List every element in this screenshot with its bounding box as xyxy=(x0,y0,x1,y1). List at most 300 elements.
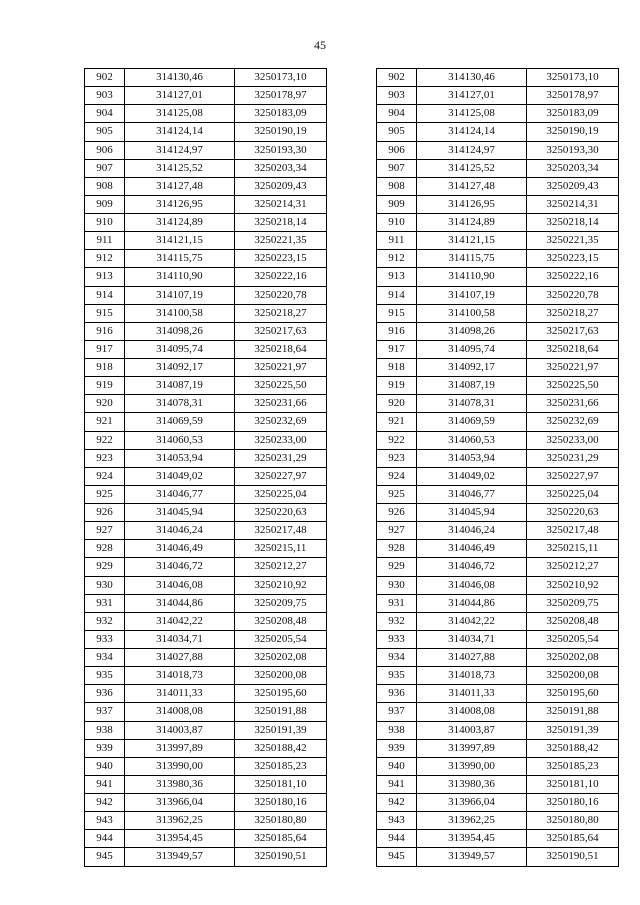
point-number-cell: 939 xyxy=(85,739,125,757)
x-coordinate-cell: 314110,90 xyxy=(417,268,527,286)
x-coordinate-cell: 314046,49 xyxy=(417,540,527,558)
point-number-cell: 917 xyxy=(377,340,417,358)
point-number-cell: 932 xyxy=(85,612,125,630)
table-row xyxy=(377,286,619,304)
x-coordinate-cell: 314003,87 xyxy=(417,721,527,739)
x-coordinate-cell: 314124,14 xyxy=(417,123,527,141)
x-coordinate-cell: 314044,86 xyxy=(125,594,235,612)
x-coordinate-cell: 314046,77 xyxy=(417,485,527,503)
y-coordinate-cell: 3250217,63 xyxy=(235,322,327,340)
y-coordinate-cell: 3250190,51 xyxy=(527,848,619,866)
table-row xyxy=(85,105,327,123)
y-coordinate-cell: 3250183,09 xyxy=(527,105,619,123)
table-row xyxy=(85,159,327,177)
table-row xyxy=(85,268,327,286)
point-number-cell: 941 xyxy=(85,775,125,793)
y-coordinate-cell: 3250190,19 xyxy=(527,123,619,141)
y-coordinate-cell: 3250220,78 xyxy=(527,286,619,304)
x-coordinate-cell: 314045,94 xyxy=(125,504,235,522)
y-coordinate-cell: 3250221,97 xyxy=(235,359,327,377)
x-coordinate-cell: 314008,08 xyxy=(417,703,527,721)
point-number-cell: 928 xyxy=(85,540,125,558)
point-number-cell: 905 xyxy=(377,123,417,141)
y-coordinate-cell: 3250217,63 xyxy=(527,322,619,340)
x-coordinate-cell: 314124,97 xyxy=(125,141,235,159)
table-row xyxy=(85,449,327,467)
point-number-cell: 925 xyxy=(85,485,125,503)
y-coordinate-cell: 3250225,50 xyxy=(527,377,619,395)
table-row xyxy=(377,395,619,413)
x-coordinate-cell: 314046,77 xyxy=(125,485,235,503)
table-row xyxy=(377,159,619,177)
y-coordinate-cell: 3250210,92 xyxy=(527,576,619,594)
x-coordinate-cell: 314078,31 xyxy=(417,395,527,413)
point-number-cell: 936 xyxy=(85,685,125,703)
point-number-cell: 936 xyxy=(377,685,417,703)
point-number-cell: 929 xyxy=(85,558,125,576)
x-coordinate-cell: 313949,57 xyxy=(417,848,527,866)
table-row xyxy=(377,812,619,830)
x-coordinate-cell: 314124,89 xyxy=(125,214,235,232)
table-row xyxy=(85,630,327,648)
y-coordinate-cell: 3250225,50 xyxy=(235,377,327,395)
x-coordinate-cell: 314107,19 xyxy=(417,286,527,304)
x-coordinate-cell: 314034,71 xyxy=(417,630,527,648)
table-row xyxy=(85,431,327,449)
x-coordinate-cell: 314060,53 xyxy=(417,431,527,449)
x-coordinate-cell: 314100,58 xyxy=(417,304,527,322)
table-row xyxy=(85,250,327,268)
x-coordinate-cell: 314130,46 xyxy=(125,69,235,87)
point-number-cell: 934 xyxy=(377,649,417,667)
table-row xyxy=(377,522,619,540)
point-number-cell: 940 xyxy=(377,757,417,775)
x-coordinate-cell: 313980,36 xyxy=(417,775,527,793)
point-number-cell: 911 xyxy=(377,232,417,250)
y-coordinate-cell: 3250188,42 xyxy=(527,739,619,757)
x-coordinate-cell: 314044,86 xyxy=(417,594,527,612)
point-number-cell: 906 xyxy=(85,141,125,159)
y-coordinate-cell: 3250232,69 xyxy=(235,413,327,431)
x-coordinate-cell: 313962,25 xyxy=(125,812,235,830)
y-coordinate-cell: 3250217,48 xyxy=(527,522,619,540)
y-coordinate-cell: 3250225,04 xyxy=(235,485,327,503)
point-number-cell: 907 xyxy=(85,159,125,177)
y-coordinate-cell: 3250202,08 xyxy=(527,649,619,667)
x-coordinate-cell: 314069,59 xyxy=(417,413,527,431)
x-coordinate-cell: 314046,72 xyxy=(417,558,527,576)
point-number-cell: 905 xyxy=(85,123,125,141)
y-coordinate-cell: 3250220,63 xyxy=(235,504,327,522)
point-number-cell: 939 xyxy=(377,739,417,757)
y-coordinate-cell: 3250180,80 xyxy=(527,812,619,830)
x-coordinate-cell: 314121,15 xyxy=(125,232,235,250)
point-number-cell: 910 xyxy=(377,214,417,232)
table-row xyxy=(377,485,619,503)
y-coordinate-cell: 3250232,69 xyxy=(527,413,619,431)
table-row xyxy=(377,431,619,449)
y-coordinate-cell: 3250191,39 xyxy=(527,721,619,739)
x-coordinate-cell: 314121,15 xyxy=(417,232,527,250)
point-number-cell: 945 xyxy=(377,848,417,866)
table-row xyxy=(377,141,619,159)
x-coordinate-cell: 314095,74 xyxy=(125,340,235,358)
table-row xyxy=(377,775,619,793)
point-number-cell: 912 xyxy=(85,250,125,268)
table-row xyxy=(377,87,619,105)
point-number-cell: 918 xyxy=(377,359,417,377)
table-row xyxy=(377,739,619,757)
point-number-cell: 917 xyxy=(85,340,125,358)
x-coordinate-cell: 314127,48 xyxy=(417,177,527,195)
y-coordinate-cell: 3250218,64 xyxy=(235,340,327,358)
y-coordinate-cell: 3250185,64 xyxy=(235,830,327,848)
point-number-cell: 914 xyxy=(85,286,125,304)
point-number-cell: 902 xyxy=(85,69,125,87)
point-number-cell: 923 xyxy=(85,449,125,467)
table-row xyxy=(377,540,619,558)
point-number-cell: 923 xyxy=(377,449,417,467)
y-coordinate-cell: 3250205,54 xyxy=(527,630,619,648)
y-coordinate-cell: 3250173,10 xyxy=(235,69,327,87)
x-coordinate-cell: 314053,94 xyxy=(125,449,235,467)
page-number: 45 xyxy=(314,38,326,52)
y-coordinate-cell: 3250185,23 xyxy=(527,757,619,775)
point-number-cell: 926 xyxy=(377,504,417,522)
y-coordinate-cell: 3250185,23 xyxy=(235,757,327,775)
point-number-cell: 920 xyxy=(377,395,417,413)
y-coordinate-cell: 3250220,63 xyxy=(527,504,619,522)
point-number-cell: 916 xyxy=(377,322,417,340)
point-number-cell: 928 xyxy=(377,540,417,558)
table-row xyxy=(377,123,619,141)
x-coordinate-cell: 314110,90 xyxy=(125,268,235,286)
point-number-cell: 906 xyxy=(377,141,417,159)
x-coordinate-cell: 314042,22 xyxy=(417,612,527,630)
x-coordinate-cell: 314125,08 xyxy=(417,105,527,123)
y-coordinate-cell: 3250218,14 xyxy=(235,214,327,232)
table-row xyxy=(377,449,619,467)
table-row xyxy=(85,485,327,503)
x-coordinate-cell: 314107,19 xyxy=(125,286,235,304)
table-row xyxy=(85,558,327,576)
coordinates-table-right xyxy=(376,68,619,867)
table-row xyxy=(85,522,327,540)
x-coordinate-cell: 314008,08 xyxy=(125,703,235,721)
point-number-cell: 924 xyxy=(85,467,125,485)
y-coordinate-cell: 3250212,27 xyxy=(235,558,327,576)
y-coordinate-cell: 3250173,10 xyxy=(527,69,619,87)
point-number-cell: 929 xyxy=(377,558,417,576)
table-row xyxy=(377,232,619,250)
point-number-cell: 940 xyxy=(85,757,125,775)
x-coordinate-cell: 313997,89 xyxy=(417,739,527,757)
table-row xyxy=(377,467,619,485)
y-coordinate-cell: 3250209,75 xyxy=(235,594,327,612)
point-number-cell: 911 xyxy=(85,232,125,250)
x-coordinate-cell: 314125,08 xyxy=(125,105,235,123)
y-coordinate-cell: 3250222,16 xyxy=(527,268,619,286)
x-coordinate-cell: 314018,73 xyxy=(417,667,527,685)
table-row xyxy=(377,630,619,648)
y-coordinate-cell: 3250221,35 xyxy=(527,232,619,250)
y-coordinate-cell: 3250191,88 xyxy=(235,703,327,721)
y-coordinate-cell: 3250221,97 xyxy=(527,359,619,377)
x-coordinate-cell: 314069,59 xyxy=(125,413,235,431)
table-row xyxy=(377,105,619,123)
table-row xyxy=(377,69,619,87)
table-row xyxy=(377,322,619,340)
point-number-cell: 943 xyxy=(85,812,125,830)
table-row xyxy=(85,304,327,322)
y-coordinate-cell: 3250202,08 xyxy=(235,649,327,667)
x-coordinate-cell: 314042,22 xyxy=(125,612,235,630)
y-coordinate-cell: 3250231,29 xyxy=(527,449,619,467)
table-row xyxy=(85,667,327,685)
x-coordinate-cell: 314125,52 xyxy=(125,159,235,177)
table-row xyxy=(85,340,327,358)
point-number-cell: 918 xyxy=(85,359,125,377)
x-coordinate-cell: 314046,24 xyxy=(417,522,527,540)
x-coordinate-cell: 313980,36 xyxy=(125,775,235,793)
table-row xyxy=(85,812,327,830)
point-number-cell: 931 xyxy=(85,594,125,612)
point-number-cell: 944 xyxy=(85,830,125,848)
x-coordinate-cell: 313990,00 xyxy=(125,757,235,775)
point-number-cell: 902 xyxy=(377,69,417,87)
table-row xyxy=(377,685,619,703)
x-coordinate-cell: 314003,87 xyxy=(125,721,235,739)
table-row xyxy=(377,504,619,522)
y-coordinate-cell: 3250227,97 xyxy=(527,467,619,485)
table-row xyxy=(377,594,619,612)
y-coordinate-cell: 3250203,34 xyxy=(527,159,619,177)
y-coordinate-cell: 3250231,66 xyxy=(527,395,619,413)
y-coordinate-cell: 3250222,16 xyxy=(235,268,327,286)
point-number-cell: 937 xyxy=(85,703,125,721)
y-coordinate-cell: 3250208,48 xyxy=(527,612,619,630)
y-coordinate-cell: 3250188,42 xyxy=(235,739,327,757)
y-coordinate-cell: 3250220,78 xyxy=(235,286,327,304)
point-number-cell: 933 xyxy=(377,630,417,648)
y-coordinate-cell: 3250209,43 xyxy=(527,177,619,195)
y-coordinate-cell: 3250181,10 xyxy=(235,775,327,793)
y-coordinate-cell: 3250218,64 xyxy=(527,340,619,358)
x-coordinate-cell: 314092,17 xyxy=(417,359,527,377)
y-coordinate-cell: 3250231,29 xyxy=(235,449,327,467)
table-row xyxy=(377,195,619,213)
x-coordinate-cell: 313954,45 xyxy=(125,830,235,848)
x-coordinate-cell: 314027,88 xyxy=(417,649,527,667)
y-coordinate-cell: 3250180,80 xyxy=(235,812,327,830)
point-number-cell: 930 xyxy=(377,576,417,594)
point-number-cell: 921 xyxy=(377,413,417,431)
point-number-cell: 927 xyxy=(85,522,125,540)
x-coordinate-cell: 314100,58 xyxy=(125,304,235,322)
table-row xyxy=(377,794,619,812)
x-coordinate-cell: 314126,95 xyxy=(417,195,527,213)
x-coordinate-cell: 314046,72 xyxy=(125,558,235,576)
y-coordinate-cell: 3250205,54 xyxy=(235,630,327,648)
y-coordinate-cell: 3250209,75 xyxy=(527,594,619,612)
point-number-cell: 909 xyxy=(85,195,125,213)
point-number-cell: 915 xyxy=(85,304,125,322)
x-coordinate-cell: 314046,49 xyxy=(125,540,235,558)
point-number-cell: 926 xyxy=(85,504,125,522)
y-coordinate-cell: 3250178,97 xyxy=(527,87,619,105)
table-row xyxy=(85,848,327,866)
table-row xyxy=(85,757,327,775)
table-row xyxy=(377,703,619,721)
table-row xyxy=(85,467,327,485)
point-number-cell: 915 xyxy=(377,304,417,322)
table-row xyxy=(377,667,619,685)
point-number-cell: 916 xyxy=(85,322,125,340)
table-row xyxy=(377,757,619,775)
y-coordinate-cell: 3250178,97 xyxy=(235,87,327,105)
table-row xyxy=(377,649,619,667)
x-coordinate-cell: 314092,17 xyxy=(125,359,235,377)
point-number-cell: 903 xyxy=(377,87,417,105)
x-coordinate-cell: 314034,71 xyxy=(125,630,235,648)
y-coordinate-cell: 3250191,88 xyxy=(527,703,619,721)
y-coordinate-cell: 3250195,60 xyxy=(527,685,619,703)
table-row xyxy=(85,413,327,431)
point-number-cell: 935 xyxy=(85,667,125,685)
point-number-cell: 927 xyxy=(377,522,417,540)
table-row xyxy=(377,576,619,594)
x-coordinate-cell: 314095,74 xyxy=(417,340,527,358)
table-row xyxy=(85,69,327,87)
y-coordinate-cell: 3250180,16 xyxy=(527,794,619,812)
table-row xyxy=(377,250,619,268)
point-number-cell: 903 xyxy=(85,87,125,105)
x-coordinate-cell: 314011,33 xyxy=(417,685,527,703)
x-coordinate-cell: 314011,33 xyxy=(125,685,235,703)
y-coordinate-cell: 3250185,64 xyxy=(527,830,619,848)
point-number-cell: 943 xyxy=(377,812,417,830)
table-row xyxy=(85,576,327,594)
table-row xyxy=(377,377,619,395)
x-coordinate-cell: 314046,08 xyxy=(125,576,235,594)
y-coordinate-cell: 3250227,97 xyxy=(235,467,327,485)
y-coordinate-cell: 3250217,48 xyxy=(235,522,327,540)
x-coordinate-cell: 314127,48 xyxy=(125,177,235,195)
point-number-cell: 919 xyxy=(377,377,417,395)
table-row xyxy=(377,304,619,322)
table-row xyxy=(85,395,327,413)
table-row xyxy=(85,649,327,667)
x-coordinate-cell: 314049,02 xyxy=(417,467,527,485)
x-coordinate-cell: 314125,52 xyxy=(417,159,527,177)
y-coordinate-cell: 3250190,19 xyxy=(235,123,327,141)
table-row xyxy=(85,359,327,377)
x-coordinate-cell: 314046,08 xyxy=(417,576,527,594)
x-coordinate-cell: 314130,46 xyxy=(417,69,527,87)
table-row xyxy=(85,141,327,159)
point-number-cell: 910 xyxy=(85,214,125,232)
table-row xyxy=(377,558,619,576)
y-coordinate-cell: 3250218,27 xyxy=(235,304,327,322)
point-number-cell: 938 xyxy=(377,721,417,739)
y-coordinate-cell: 3250190,51 xyxy=(235,848,327,866)
y-coordinate-cell: 3250210,92 xyxy=(235,576,327,594)
y-coordinate-cell: 3250193,30 xyxy=(527,141,619,159)
table-row xyxy=(85,177,327,195)
table-row xyxy=(377,214,619,232)
point-number-cell: 945 xyxy=(85,848,125,866)
table-row xyxy=(85,214,327,232)
x-coordinate-cell: 313966,04 xyxy=(417,794,527,812)
table-row xyxy=(85,87,327,105)
x-coordinate-cell: 314127,01 xyxy=(125,87,235,105)
point-number-cell: 933 xyxy=(85,630,125,648)
x-coordinate-cell: 314078,31 xyxy=(125,395,235,413)
point-number-cell: 938 xyxy=(85,721,125,739)
table-row xyxy=(85,504,327,522)
point-number-cell: 932 xyxy=(377,612,417,630)
x-coordinate-cell: 314124,14 xyxy=(125,123,235,141)
x-coordinate-cell: 314060,53 xyxy=(125,431,235,449)
point-number-cell: 908 xyxy=(377,177,417,195)
table-row xyxy=(85,612,327,630)
x-coordinate-cell: 314018,73 xyxy=(125,667,235,685)
y-coordinate-cell: 3250209,43 xyxy=(235,177,327,195)
x-coordinate-cell: 314098,26 xyxy=(417,322,527,340)
y-coordinate-cell: 3250214,31 xyxy=(527,195,619,213)
y-coordinate-cell: 3250218,27 xyxy=(527,304,619,322)
table-row xyxy=(85,721,327,739)
x-coordinate-cell: 314053,94 xyxy=(417,449,527,467)
table-row xyxy=(85,286,327,304)
x-coordinate-cell: 314127,01 xyxy=(417,87,527,105)
table-row xyxy=(85,794,327,812)
x-coordinate-cell: 314049,02 xyxy=(125,467,235,485)
table-row xyxy=(377,359,619,377)
table-row xyxy=(377,177,619,195)
x-coordinate-cell: 313990,00 xyxy=(417,757,527,775)
table-row xyxy=(377,721,619,739)
y-coordinate-cell: 3250191,39 xyxy=(235,721,327,739)
table-row xyxy=(85,775,327,793)
table-row xyxy=(377,340,619,358)
point-number-cell: 921 xyxy=(85,413,125,431)
x-coordinate-cell: 314115,75 xyxy=(125,250,235,268)
point-number-cell: 913 xyxy=(85,268,125,286)
y-coordinate-cell: 3250203,34 xyxy=(235,159,327,177)
table-row xyxy=(377,413,619,431)
y-coordinate-cell: 3250221,35 xyxy=(235,232,327,250)
table-row xyxy=(377,848,619,866)
point-number-cell: 913 xyxy=(377,268,417,286)
y-coordinate-cell: 3250225,04 xyxy=(527,485,619,503)
table-row xyxy=(377,612,619,630)
point-number-cell: 934 xyxy=(85,649,125,667)
x-coordinate-cell: 313962,25 xyxy=(417,812,527,830)
table-row xyxy=(85,195,327,213)
point-number-cell: 942 xyxy=(85,794,125,812)
table-row xyxy=(85,703,327,721)
table-row xyxy=(85,540,327,558)
table-row xyxy=(85,594,327,612)
point-number-cell: 931 xyxy=(377,594,417,612)
point-number-cell: 925 xyxy=(377,485,417,503)
y-coordinate-cell: 3250193,30 xyxy=(235,141,327,159)
y-coordinate-cell: 3250200,08 xyxy=(527,667,619,685)
y-coordinate-cell: 3250195,60 xyxy=(235,685,327,703)
y-coordinate-cell: 3250215,11 xyxy=(235,540,327,558)
x-coordinate-cell: 314045,94 xyxy=(417,504,527,522)
